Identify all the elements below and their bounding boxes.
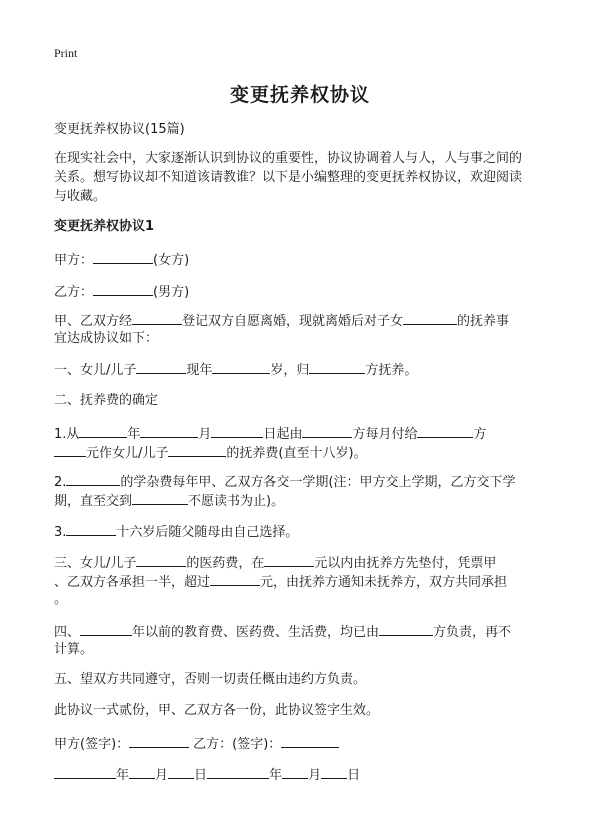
blank <box>168 443 226 457</box>
blank <box>66 522 116 536</box>
clause-intro-line-2: 宜达成协议如下： <box>54 331 159 346</box>
blank <box>54 443 86 457</box>
blank <box>80 622 132 636</box>
text: 的学杂费每年甲、乙双方各交一学期(注：甲方交上学期，乙方交下学 <box>120 475 516 490</box>
year-label: 年 <box>269 768 283 783</box>
blank <box>379 622 433 636</box>
subtitle: 变更抚养权协议(15篇) <box>54 122 185 137</box>
blank <box>93 250 153 264</box>
party-a-signature-blank <box>129 734 189 748</box>
clause-2-1-line-2 <box>54 443 560 463</box>
month-label: 月 <box>155 768 169 783</box>
section-title: 变更抚养权协议1 <box>54 219 155 234</box>
blank <box>93 282 153 296</box>
intro-line-1: 在现实社会中，大家逐渐认识到协议的重要性，协议协调着人与人，人与事之间的 <box>54 151 523 166</box>
page-title: 变更抚养权协议 <box>229 84 370 106</box>
text: 方 <box>473 427 487 442</box>
blank <box>79 424 127 438</box>
text: 方负责，再不 <box>433 625 512 640</box>
blank <box>132 491 188 505</box>
clause-4-line-2: 计算。 <box>54 642 94 657</box>
clause-1 <box>54 360 560 380</box>
clause-3-line-3: 。 <box>54 592 68 607</box>
blank <box>417 424 473 438</box>
blank <box>66 472 120 486</box>
blank <box>136 360 186 374</box>
text: 十六岁后随父随母由自己选择。 <box>116 525 299 540</box>
blank <box>321 765 347 779</box>
blank <box>210 572 260 586</box>
text: 现年 <box>186 363 213 378</box>
text: 的医药费，在 <box>186 556 265 571</box>
party-b-signature-blank <box>281 734 339 748</box>
party-a-signature-label: 甲方(签字)： <box>54 737 130 752</box>
text: 方抚养。 <box>365 363 418 378</box>
blank <box>168 765 194 779</box>
party-a-line <box>54 250 560 270</box>
blank <box>403 311 457 325</box>
clause-2-heading: 二、抚养费的确定 <box>54 393 159 408</box>
clause-2-3 <box>54 522 560 542</box>
party-a-suffix: (女方) <box>153 253 190 268</box>
date-line <box>54 765 560 785</box>
text: 方每月付给 <box>352 427 418 442</box>
signature-line <box>54 734 560 754</box>
text: 的抚养费(直至十八岁)。 <box>226 446 367 461</box>
text: 1.从 <box>54 427 80 442</box>
party-b-signature-label: 乙方：(签字)： <box>193 737 282 752</box>
text: 年 <box>127 427 141 442</box>
text: 一、女儿/儿子 <box>54 363 137 378</box>
text: 日起由 <box>263 427 303 442</box>
blank <box>302 424 352 438</box>
clause-3-line-2 <box>54 572 560 592</box>
text: 登记双方自愿离婚，现就离婚后对子女 <box>182 314 404 329</box>
blank <box>54 765 116 779</box>
clause-2-2-line-2 <box>54 491 560 511</box>
clause-2-1-line-1 <box>54 424 560 444</box>
party-a-label: 甲方： <box>54 253 94 268</box>
text: 四、 <box>54 625 81 640</box>
day-label: 日 <box>347 768 361 783</box>
party-b-suffix: (男方) <box>153 285 190 300</box>
text: 甲、乙双方经 <box>54 314 133 329</box>
clause-4-line-1 <box>54 622 560 642</box>
party-b-label: 乙方： <box>54 285 94 300</box>
blank <box>282 765 308 779</box>
text: 2. <box>54 475 67 490</box>
text: 年以前的教育费、医药费、生活费，均已由 <box>132 625 380 640</box>
year-label: 年 <box>116 768 130 783</box>
blank <box>211 424 263 438</box>
text: 三、女儿/儿子 <box>54 556 137 571</box>
intro-line-3: 与收藏。 <box>54 189 107 204</box>
text: 月 <box>198 427 212 442</box>
intro-line-2: 关系。想写协议却不知道该请教谁？以下是小编整理的变更抚养权协议，欢迎阅读 <box>54 170 523 185</box>
blank <box>129 765 155 779</box>
month-label: 月 <box>308 768 322 783</box>
blank <box>309 360 365 374</box>
day-label: 日 <box>194 768 208 783</box>
blank <box>132 311 182 325</box>
text: 不愿读书为止)。 <box>188 494 285 509</box>
blank <box>140 424 198 438</box>
text: 的抚养事 <box>457 314 510 329</box>
clause-2-2-line-1 <box>54 472 560 492</box>
text: 3. <box>54 525 67 540</box>
text: 岁，归 <box>270 363 310 378</box>
clause-intro-line-1 <box>54 311 560 331</box>
print-label[interactable]: Print <box>54 46 78 60</box>
text: 元以内由抚养方先垫付，凭票甲 <box>314 556 497 571</box>
text: 元，由抚养方通知未抚养方，双方共同承担 <box>260 575 508 590</box>
blank <box>207 765 269 779</box>
clause-3-line-1 <box>54 553 560 573</box>
text: 、乙双方各承担一半，超过 <box>54 575 211 590</box>
party-b-line <box>54 282 560 302</box>
text: 期，直至交到 <box>54 494 133 509</box>
blank <box>136 553 186 567</box>
blank <box>212 360 270 374</box>
effect-clause: 此协议一式贰份，甲、乙双方各一份，此协议签字生效。 <box>54 703 380 718</box>
clause-5: 五、望双方共同遵守，否则一切责任概由违约方负责。 <box>54 672 367 687</box>
blank <box>264 553 314 567</box>
text: 元作女儿/儿子 <box>86 446 169 461</box>
